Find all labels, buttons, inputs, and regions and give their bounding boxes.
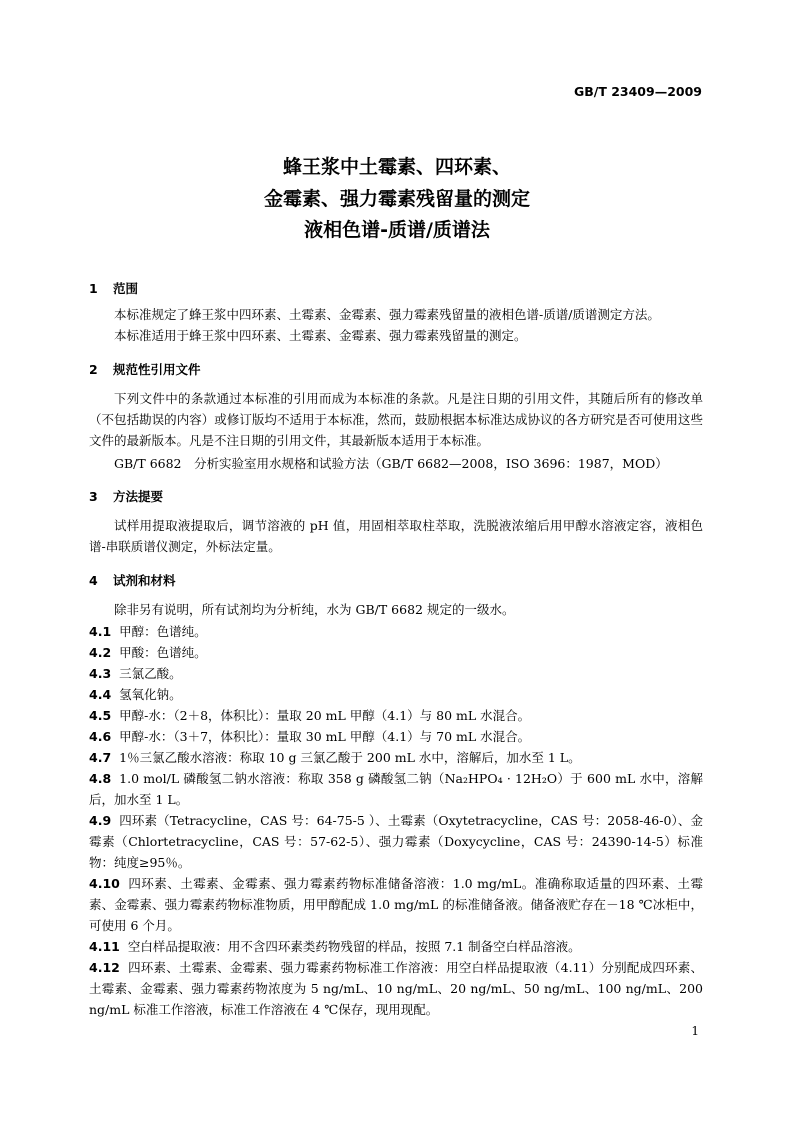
- section-3-paragraph-1: 试样用提取液提取后，调节溶液的 pH 值，用固相萃取柱萃取，洗脱液浓缩后用甲醇水溶液定容，液相色谱-串联质谱仪测定，外标法定量。: [89, 518, 703, 554]
- section-title: 方法提要: [113, 489, 164, 504]
- item-number: 4.4: [89, 687, 112, 702]
- item-number: 4.8: [89, 771, 112, 786]
- item-text: 四环素、土霉素、金霉素、强力霉素药物标准工作溶液：用空白样品提取液（4.11）分别配成四环素、土霉素、金霉素、强力霉素药物浓度为 5 ng/mL、10 ng/mL、20 ng/mL、50 ng/mL、100 ng/mL、200 ng/mL 标准工作溶液，标准工作溶液在 4 ℃保存，现用现配。: [89, 960, 703, 1017]
- item-number: 4.11: [89, 939, 120, 954]
- list-item-4-7: [89, 747, 703, 768]
- page-number: 1: [691, 1024, 699, 1038]
- item-number: 4.10: [89, 876, 120, 891]
- item-number: 4.6: [89, 729, 112, 744]
- section-2-paragraph-1: 下列文件中的条款通过本标准的引用而成为本标准的条款。凡是注日期的引用文件，其随后所有的修改单（不包括勘误的内容）或修订版均不适用于本标准，然而，鼓励根据本标准达成协议的各方研究是否可使用这些文件的最新版本。凡是不注日期的引用文件，其最新版本适用于本标准。: [89, 391, 703, 448]
- section-1-paragraph-2: 本标准适用于蜂王浆中四环素、土霉素、金霉素、强力霉素残留量的测定。: [114, 328, 527, 343]
- title-line-3: 液相色谱-质谱/质谱法: [304, 219, 490, 241]
- section-1-heading: [89, 279, 138, 297]
- list-item-4-12: [89, 957, 703, 1020]
- section-4-paragraph-1: 除非另有说明，所有试剂均为分析纯，水为 GB/T 6682 规定的一级水。: [114, 602, 515, 617]
- section-2-paragraph-2: GB/T 6682 分析实验室用水规格和试验方法（GB/T 6682—2008，ISO 3696：1987，MOD）: [114, 456, 668, 471]
- item-text: 空白样品提取液：用不含四环素类药物残留的样品，按照 7.1 制备空白样品溶液。: [127, 939, 581, 954]
- item-text: 四环素（Tetracycline，CAS 号：64-75-5 ）、土霉素（Oxytetracycline，CAS 号：2058-46-0）、金霉素（Chlortetracycline，CAS 号：57-62-5）、强力霉素（Doxycycline，CAS 号：24390-14-5）标准物：纯度≥95％。: [89, 813, 703, 870]
- list-item-4-8: [89, 768, 703, 810]
- standard-code: GB/T 23409—2009: [573, 84, 702, 99]
- section-title: 范围: [113, 281, 139, 296]
- item-number: 4.1: [89, 624, 112, 639]
- section-4-heading: [89, 571, 176, 589]
- list-item-4-11: [89, 936, 703, 957]
- section-number: 4: [89, 573, 98, 588]
- section-2-heading: [89, 360, 201, 378]
- list-item-4-10: [89, 873, 703, 936]
- item-text: 甲醇：色谱纯。: [119, 624, 207, 639]
- section-title: 规范性引用文件: [113, 362, 201, 377]
- item-number: 4.12: [89, 960, 120, 975]
- list-item-4-5: [89, 705, 703, 726]
- section-3-heading: [89, 487, 163, 505]
- item-number: 4.3: [89, 666, 112, 681]
- item-text: 1％三氯乙酸水溶液：称取 10 g 三氯乙酸于 200 mL 水中，溶解后，加水至 1 L。: [119, 750, 581, 765]
- item-number: 4.7: [89, 750, 112, 765]
- section-number: 2: [89, 362, 98, 377]
- item-number: 4.9: [89, 813, 112, 828]
- item-text: 1.0 mol/L 磷酸氢二钠水溶液：称取 358 g 磷酸氢二钠（Na₂HPO₄ · 12H₂O）于 600 mL 水中，溶解后，加水至 1 L。: [89, 771, 703, 807]
- list-item-4-4: [89, 684, 703, 705]
- list-item-4-1: [89, 621, 703, 642]
- list-item-4-9: [89, 810, 703, 873]
- title-line-1: 蜂王浆中土霉素、四环素、: [282, 156, 511, 178]
- title-line-2: 金霉素、强力霉素残留量的测定: [263, 188, 530, 210]
- item-number: 4.5: [89, 708, 112, 723]
- section-title: 试剂和材料: [113, 573, 176, 588]
- item-number: 4.2: [89, 645, 112, 660]
- list-item-4-3: [89, 663, 703, 684]
- item-text: 甲醇-水：（3＋7，体积比）：量取 30 mL 甲醇（4.1）与 70 mL 水混合。: [119, 729, 531, 744]
- list-item-4-6: [89, 726, 703, 747]
- list-item-4-2: [89, 642, 703, 663]
- section-1-paragraph-1: 本标准规定了蜂王浆中四环素、土霉素、金霉素、强力霉素残留量的液相色谱-质谱/质谱测定方法。: [114, 307, 660, 322]
- item-text: 四环素、土霉素、金霉素、强力霉素药物标准储备溶液：1.0 mg/mL。准确称取适量的四环素、土霉素、金霉素、强力霉素药物标准物质，用甲醇配成 1.0 mg/mL 的标准储备液。储备液贮存在－18 ℃冰柜中，可使用 6 个月。: [89, 876, 703, 933]
- item-text: 氢氧化钠。: [119, 687, 182, 702]
- section-number: 3: [89, 489, 98, 504]
- item-text: 三氯乙酸。: [119, 666, 182, 681]
- item-text: 甲酸：色谱纯。: [119, 645, 207, 660]
- section-number: 1: [89, 281, 98, 296]
- item-text: 甲醇-水：（2＋8，体积比）：量取 20 mL 甲醇（4.1）与 80 mL 水混合。: [119, 708, 531, 723]
